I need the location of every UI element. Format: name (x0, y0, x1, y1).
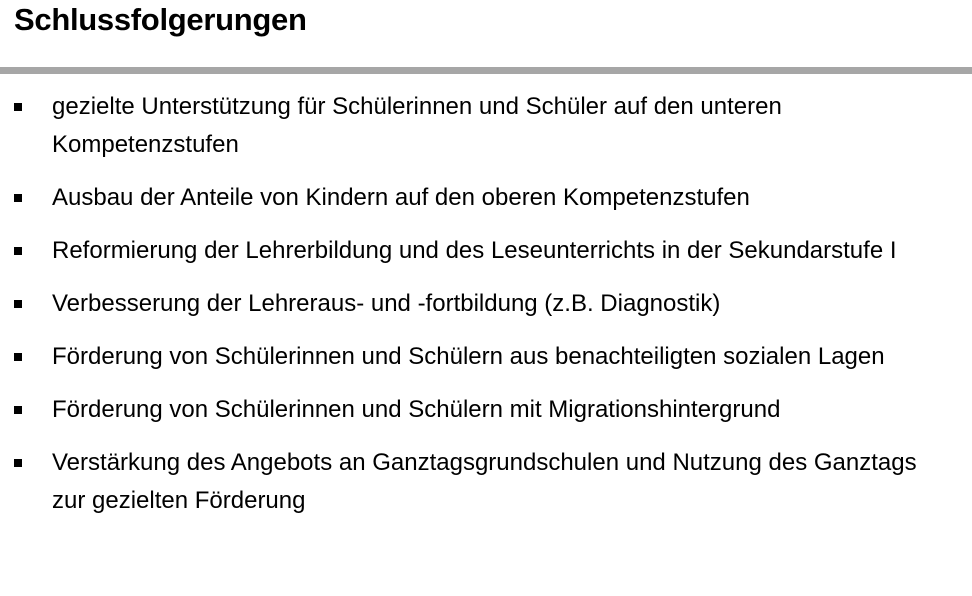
list-item (0, 285, 972, 323)
bullet-text: Förderung von Schülerinnen und Schülern aus benachteiligten sozialen Lagen (52, 343, 885, 370)
bullet-list (0, 88, 972, 535)
list-item (0, 444, 972, 520)
bullet-text: Verbesserung der Lehreraus- und -fortbildung (z.B. Diagnostik) (52, 290, 721, 317)
square-bullet-icon (14, 459, 22, 467)
list-item (0, 88, 972, 164)
list-item (0, 179, 972, 217)
title-divider (0, 67, 972, 74)
square-bullet-icon (14, 353, 22, 361)
square-bullet-icon (14, 103, 22, 111)
slide-title: Schlussfolgerungen (14, 2, 307, 37)
list-item (0, 391, 972, 429)
bullet-text: gezielte Unterstützung für Schülerinnen und Schüler auf den unteren Kompetenzstufen (52, 93, 782, 158)
bullet-text: Förderung von Schülerinnen und Schülern mit Migrationshintergrund (52, 396, 781, 423)
list-item (0, 232, 972, 270)
square-bullet-icon (14, 194, 22, 202)
list-item (0, 338, 972, 376)
square-bullet-icon (14, 406, 22, 414)
bullet-text: Reformierung der Lehrerbildung und des Leseunterrichts in der Sekundarstufe I (52, 237, 897, 264)
bullet-text: Verstärkung des Angebots an Ganztagsgrundschulen und Nutzung des Ganztags zur gezielten Förderung (52, 449, 917, 514)
bullet-text: Ausbau der Anteile von Kindern auf den oberen Kompetenzstufen (52, 184, 750, 211)
square-bullet-icon (14, 300, 22, 308)
square-bullet-icon (14, 247, 22, 255)
